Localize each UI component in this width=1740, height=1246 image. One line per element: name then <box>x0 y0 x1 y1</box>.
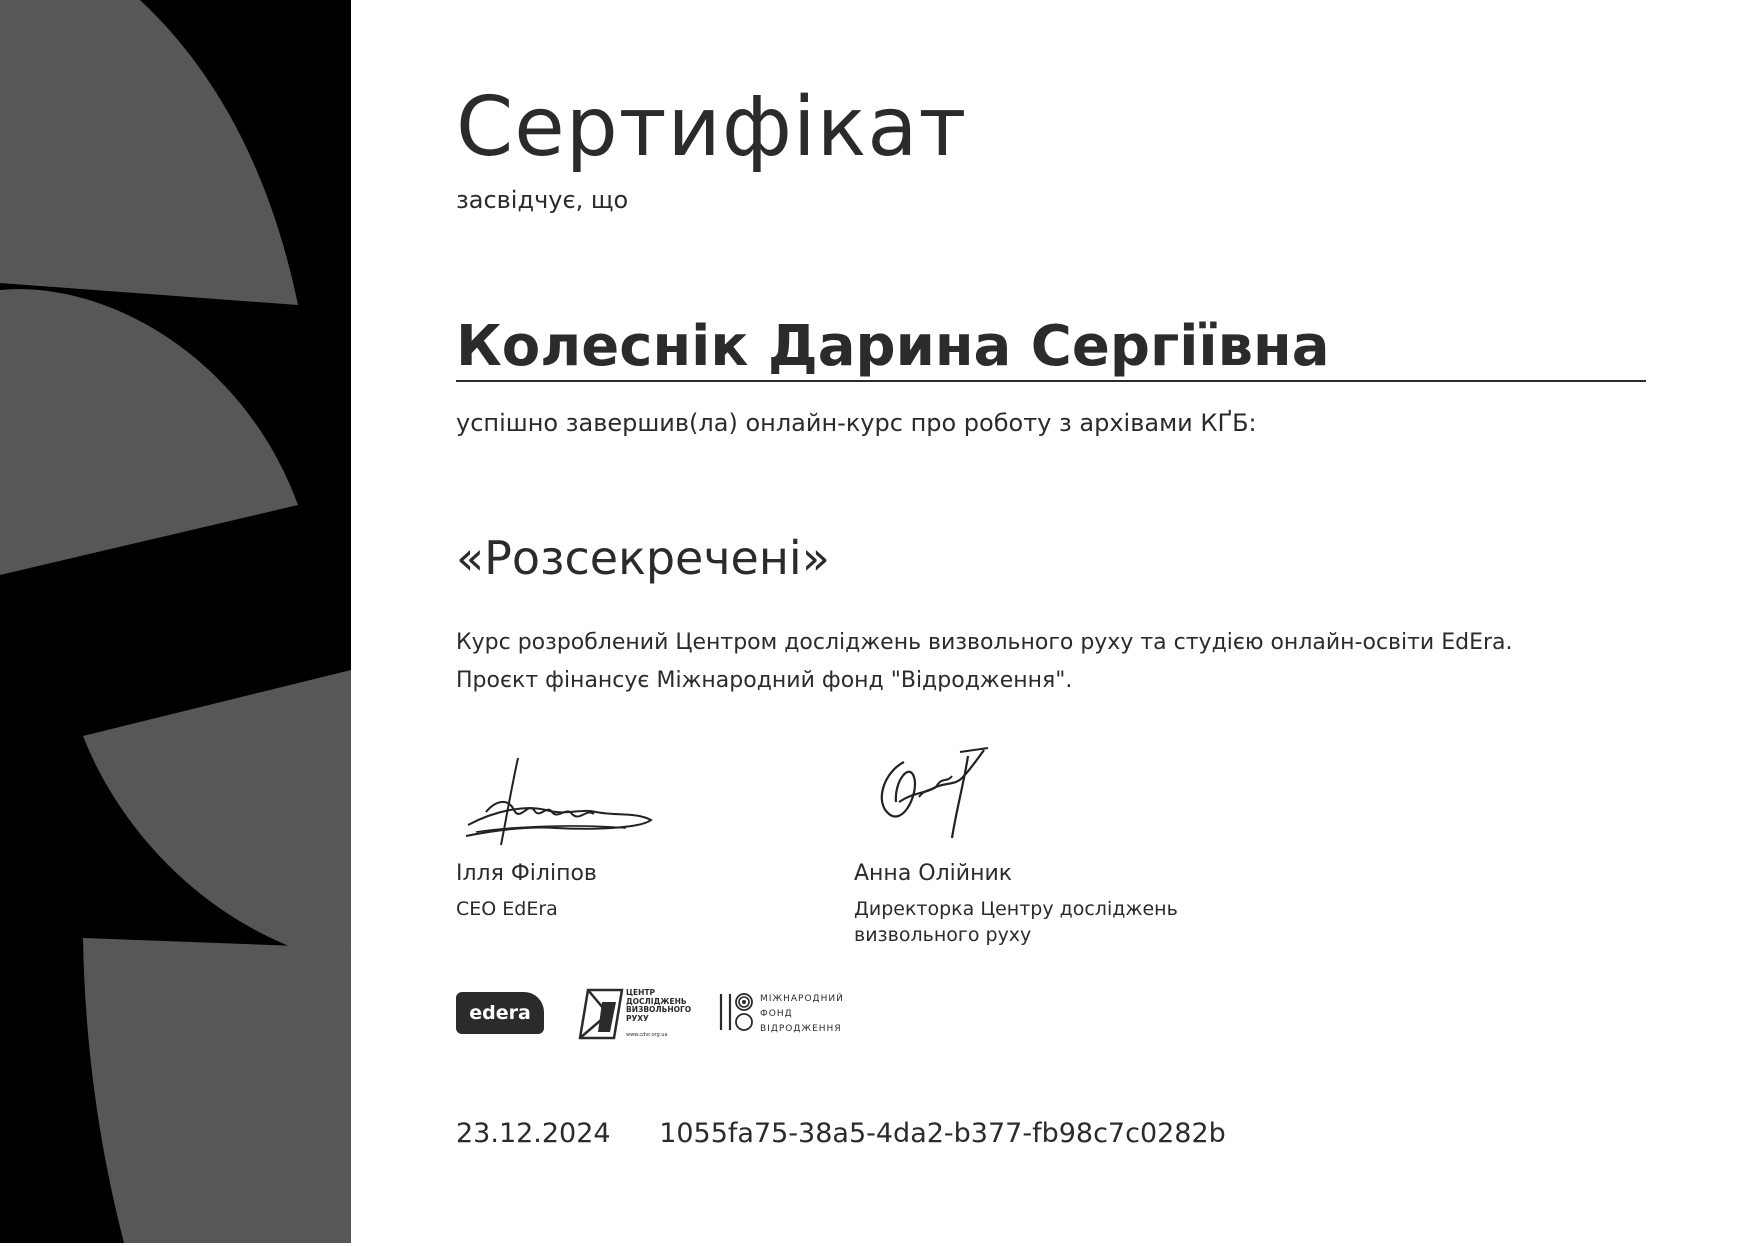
signer-filipov <box>456 858 597 922</box>
cdvr-emblem-icon <box>578 988 624 1040</box>
signature-oliinyk <box>864 742 994 842</box>
partner-logos <box>456 988 876 1040</box>
irf-name-line: ФОНД <box>760 1009 793 1019</box>
certificate-footer <box>456 1116 1226 1152</box>
irf-name-line: ВІДРОДЖЕННЯ <box>760 1024 842 1034</box>
certificate-subtitle: засвідчує, що <box>456 186 629 214</box>
course-title: «Розсекречені» <box>456 531 830 585</box>
issue-date: 23.12.2024 <box>456 1118 611 1149</box>
irf-name-line: МІЖНАРОДНИЙ <box>760 994 844 1004</box>
decorative-shapes <box>0 0 351 1243</box>
decorative-side-panel <box>0 0 351 1243</box>
signer-role-line: визвольного руху <box>854 924 1032 946</box>
signer-role <box>854 896 1178 948</box>
cdvr-name-line: РУХУ <box>626 1013 649 1023</box>
signer-oliinyk <box>854 858 1178 948</box>
shape-middle <box>0 289 298 575</box>
shape-top <box>0 0 298 305</box>
edera-logo: edera <box>456 992 544 1034</box>
certificate-content <box>456 0 1646 1246</box>
course-description <box>456 624 1513 700</box>
course-description-line: Проєкт фінансує Міжнародний фонд "Відродження". <box>456 668 1073 693</box>
cdvr-logo <box>578 988 692 1040</box>
signer-role-line: Директорка Центру досліджень <box>854 898 1178 920</box>
signature-filipov <box>456 750 656 850</box>
cdvr-name-line: ЦЕНТР <box>626 988 655 997</box>
certificate-id: 1055fa75-38a5-4da2-b377-fb98c7c0282b <box>659 1118 1226 1149</box>
signer-role-line: CEO EdEra <box>456 898 558 920</box>
cdvr-url: www.cdvr.org.ua <box>626 1032 668 1038</box>
signer-name: Анна Олійник <box>854 861 1013 886</box>
cdvr-name <box>626 989 691 1023</box>
irf-name <box>760 992 844 1037</box>
shape-bottom <box>83 938 351 1243</box>
course-description-line: Курс розроблений Центром досліджень визвольного руху та студією онлайн-освіти EdEra. <box>456 630 1513 655</box>
completion-text: успішно завершив(ла) онлайн-курс про роботу з архівами КҐБ: <box>456 409 1257 437</box>
signer-name: Ілля Філіпов <box>456 861 597 886</box>
shape-lower <box>83 670 351 955</box>
recipient-name: Колеснік Дарина Сергіївна <box>456 314 1330 379</box>
cdvr-name-line: ВИЗВОЛЬНОГО <box>626 1005 692 1014</box>
name-underline <box>456 380 1646 382</box>
irf-emblem-icon <box>718 990 758 1034</box>
irf-logo <box>718 990 848 1038</box>
certificate-title: Сертифікат <box>456 80 968 175</box>
signer-role <box>456 896 597 922</box>
cdvr-name-line: ДОСЛІДЖЕНЬ <box>626 996 687 1006</box>
